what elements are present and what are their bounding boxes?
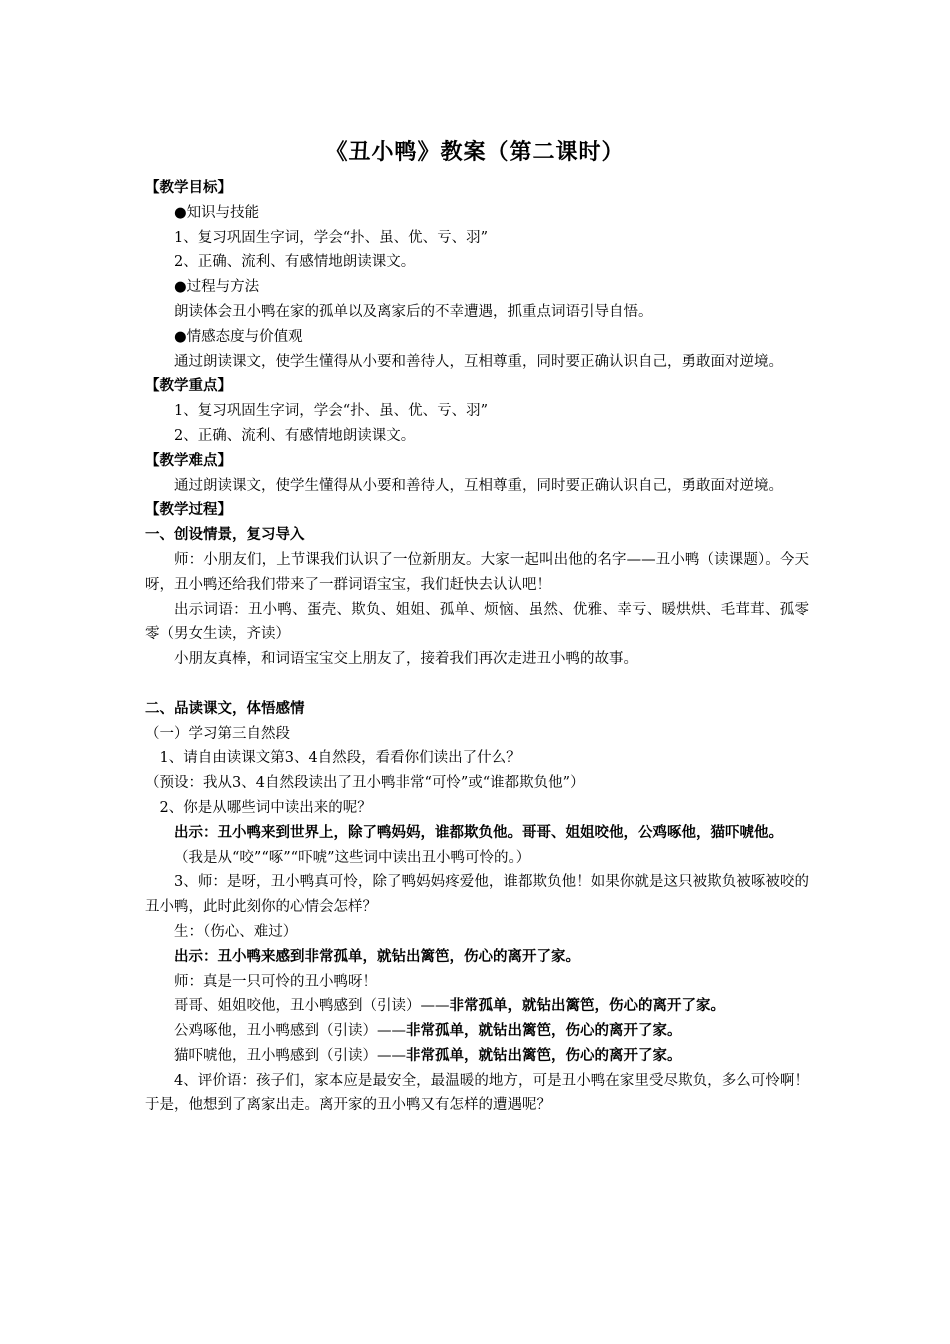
note: （我是从“咬”“啄”“吓唬”这些词中读出丑小鸭可怜的。）	[174, 849, 531, 866]
guided-reading-prompt: 猫吓唬他，丑小鸭感到（引读）——	[174, 1047, 406, 1064]
goal-process-text: 朗读体会丑小鸭在家的孤单以及离家后的不幸遭遇，抓重点词语引导自悟。	[174, 303, 653, 320]
key-point-item: 1、复习巩固生字词，学会“扑、虽、优、亏、羽”	[174, 403, 489, 420]
guided-reading-line	[145, 994, 809, 1019]
guided-reading-answer: 非常孤单，就钻出篱笆，伤心的离开了家。	[406, 1022, 682, 1040]
question: 1、请自由读课文第3、4自然段，看看你们读出了什么？	[159, 750, 521, 767]
teacher-line: 师：真是一只可怜的丑小鸭呀！	[174, 973, 377, 990]
part-two-title: 二、品读课文，体悟感情	[145, 699, 305, 717]
section-heading-goals: 【教学目标】	[145, 179, 232, 196]
paragraph: 师：小朋友们，上节课我们认识了一位新朋友。大家一起叫出他的名字——丑小鸭（读课题）。今天呀，丑小鸭还给我们带来了一群词语宝宝，我们赶快去认认吧！	[145, 551, 809, 593]
section-heading-key-points: 【教学重点】	[145, 377, 232, 395]
guided-reading-prompt: 哥哥、姐姐咬他，丑小鸭感到（引读）——	[174, 998, 450, 1015]
difficulty-text: 通过朗读课文，使学生懂得从小要和善待人，互相尊重，同时要正确认识自己，勇敢面对逆境。	[174, 477, 783, 494]
display-text: 出示：丑小鸭来感到非常孤单，就钻出篱笆，伤心的离开了家。	[174, 947, 580, 965]
evaluation-text: 4、评价语：孩子们，家本应是最安全，最温暖的地方，可是丑小鸭在家里受尽欺负，多么可怜啊！于是，他想到了离家出走。离开家的丑小鸭又有怎样的遭遇呢？	[145, 1072, 809, 1114]
blank-line	[145, 672, 809, 697]
student-answer: 生：（伤心、难过）	[174, 923, 298, 940]
preset-answer: （预设：我从3、4自然段读出了丑小鸭非常“可怜”或“谁都欺负他”）	[145, 775, 585, 792]
section-heading-process: 【教学过程】	[145, 501, 232, 519]
goal-emotion-text: 通过朗读课文，使学生懂得从小要和善待人，互相尊重，同时要正确认识自己，勇敢面对逆境。	[174, 353, 783, 370]
document-title: 《丑小鸭》教案（第二课时）	[325, 139, 625, 165]
subsection-title: （一）学习第三自然段	[145, 725, 290, 742]
goal-knowledge-title: ●知识与技能	[174, 204, 260, 221]
paragraph: 出示词语：丑小鸭、蛋壳、欺负、姐姐、孤单、烦恼、虽然、优雅、幸亏、暖烘烘、毛茸茸、孤零零（男女生读，齐读）	[145, 601, 809, 643]
guided-reading-line	[145, 1044, 809, 1069]
goal-knowledge-item: 1、复习巩固生字词，学会“扑、虽、优、亏、羽”	[174, 229, 489, 246]
display-text: 出示：丑小鸭来到世界上，除了鸭妈妈，谁都欺负他。哥哥、姐姐咬他，公鸡啄他，猫吓唬他。	[174, 823, 783, 841]
guided-reading-answer: 非常孤单，就钻出篱笆，伤心的离开了家。	[449, 997, 725, 1015]
section-heading-difficulties: 【教学难点】	[145, 451, 232, 469]
guided-reading-answer: 非常孤单，就钻出篱笆，伤心的离开了家。	[406, 1046, 682, 1064]
question: 3、师：是呀，丑小鸭真可怜，除了鸭妈妈疼爱他，谁都欺负他！如果你就是这只被欺负被啄被咬的丑小鸭，此时此刻你的心情会怎样？	[145, 874, 809, 916]
goal-knowledge-item: 2、正确、流利、有感情地朗读课文。	[174, 254, 416, 271]
question: 2、你是从哪些词中读出来的呢？	[159, 799, 372, 816]
part-one-title: 一、创设情景，复习导入	[145, 526, 305, 544]
guided-reading-prompt: 公鸡啄他，丑小鸭感到（引读）——	[174, 1023, 406, 1040]
document-body	[145, 176, 809, 1118]
key-point-item: 2、正确、流利、有感情地朗读课文。	[174, 427, 416, 444]
paragraph: 小朋友真棒，和词语宝宝交上朋友了，接着我们再次走进丑小鸭的故事。	[174, 651, 638, 668]
guided-reading-line	[145, 1019, 809, 1044]
goal-emotion-title: ●情感态度与价值观	[174, 328, 303, 345]
goal-process-title: ●过程与方法	[174, 279, 260, 296]
